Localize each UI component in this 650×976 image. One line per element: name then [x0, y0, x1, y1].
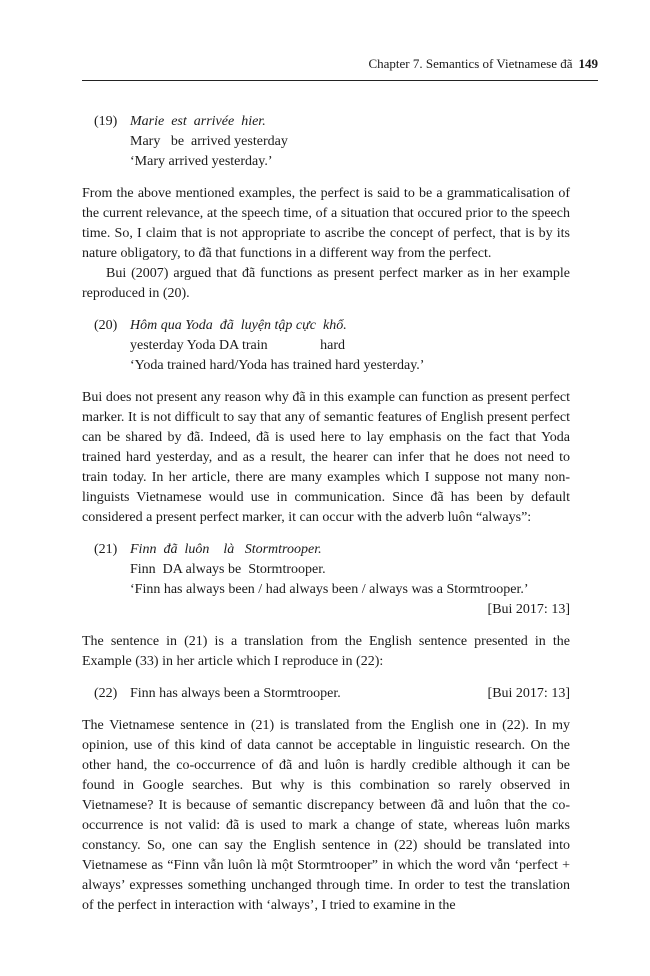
page-body [82, 112, 570, 916]
example-citation: [Bui 2017: 13] [487, 686, 570, 701]
example-citation: [Bui 2017: 13] [487, 602, 570, 617]
example-gloss-line: Mary be arrived yesterday [130, 134, 288, 149]
example-source-line: Finn has always been a Stormtrooper. [130, 686, 341, 701]
paragraph: Bui (2007) argued that đã functions as present perfect marker as in her example reproduced in (20). [82, 266, 570, 301]
example-gloss-line: yesterday Yoda DA train hard [130, 338, 346, 353]
example-gloss-line: Finn DA always be Stormtrooper. [130, 562, 326, 577]
example-19 [82, 112, 570, 172]
paragraph: The sentence in (21) is a translation from the English sentence presented in the Example (33) in her article which I reproduce in (22): [82, 634, 570, 669]
example-number: (22) [94, 686, 118, 701]
example-source-line: Hôm qua Yoda đã luyện tập cực khổ. [130, 318, 347, 333]
example-number: (21) [94, 542, 118, 557]
example-translation-line: ‘Finn has always been / had always been / always was a Stormtrooper.’ [130, 582, 529, 597]
running-head-text: Chapter 7. Semantics of Vietnamese đã [368, 56, 573, 71]
paragraph: Bui does not present any reason why đã in this example can function as present perfect marker. It is not difficult to say that any of semantic features of English present perfect can be shared by đã. Indeed, đã is used here to lay emphasis on the fact that Yoda trained hard yesterday, and as a result, the hearer can infer that he does not need to train today. In her article, there are many examples which I suppose not many non-linguists Vietnamese would use in communication. Since đã has been by default considered a present perfect marker, it can occur with the adverb luôn “always”: [82, 390, 570, 525]
header-rule [82, 80, 598, 81]
example-20 [82, 316, 570, 376]
example-22 [82, 684, 570, 704]
example-21 [82, 540, 570, 620]
page-number: 149 [578, 56, 598, 71]
running-head [82, 56, 598, 76]
paragraph: From the above mentioned examples, the perfect is said to be a grammaticalisation of the current relevance, at the speech time, of a situation that occured prior to the speech time. So, I claim that is not appropriate to ascribe the concept of perfect, that is by its nature obligatory, to đã that functions in a different way from the perfect. [82, 186, 570, 261]
example-number: (20) [94, 318, 118, 333]
example-translation-line: ‘Mary arrived yesterday.’ [130, 154, 273, 169]
example-source-line: Marie est arrivée hier. [130, 114, 266, 129]
example-source-line: Finn đã luôn là Stormtrooper. [130, 542, 322, 557]
example-translation-line: ‘Yoda trained hard/Yoda has trained hard yesterday.’ [130, 358, 425, 373]
example-number: (19) [94, 114, 118, 129]
paragraph: The Vietnamese sentence in (21) is translated from the English one in (22). In my opinion, use of this kind of data cannot be acceptable in linguistic research. On the other hand, the co-occurrence of đã and luôn is hardly credible although it can be found in Google searches. But why is this combination so rarely observed in Vietnamese? It is because of semantic discrepancy between đã and luôn that the co-occurrence is not valid: đã is used to mark a change of state, whereas luôn marks constancy. So, one can say the English sentence in (22) should be translated into Vietnamese as “Finn vẫn luôn là một Stormtrooper” in which the word vẫn ‘perfect + always’ expresses something unchanged through time. In order to test the translation of the perfect in interaction with ‘always’, I tried to examine in the [82, 718, 570, 913]
